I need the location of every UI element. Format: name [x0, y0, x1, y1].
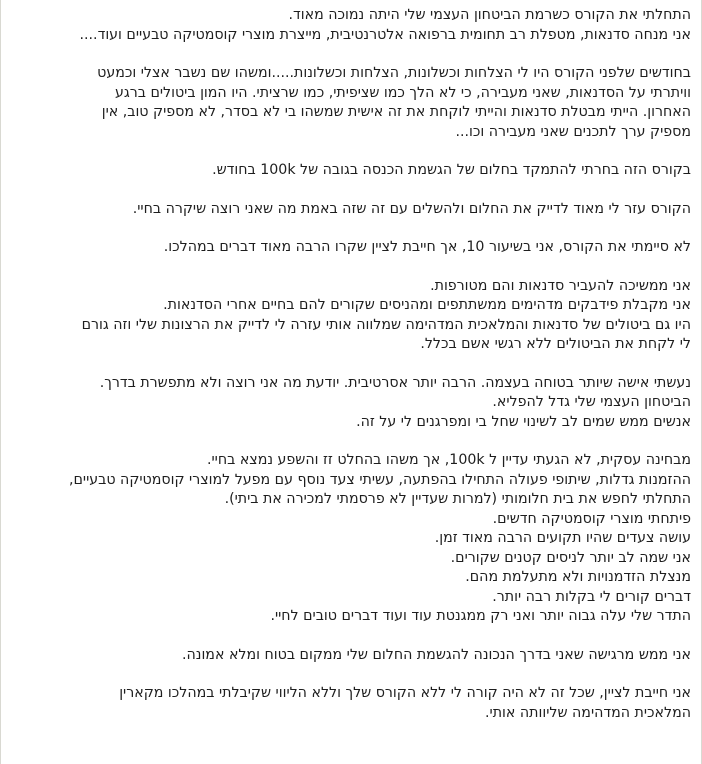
- paragraph-workshops: [9, 277, 691, 355]
- text-line: וויתרתי על הסדנאות, שאני מעבירה, כי לא הלך כמו שציפיתי, כמו שרציתי. היו המון ביטולים ברגע: [115, 84, 691, 101]
- text-line: המלאכית המדהימה שליוותה אותי.: [485, 704, 691, 721]
- paragraph-before-course: [9, 64, 691, 142]
- text-line: מבחינה עסקית, לא הגעתי עדיין ל 100k, אך משהו בהחלט זז והשפע נמצא בחיי.: [206, 452, 691, 468]
- paragraph-intro: [9, 6, 691, 45]
- text-line: פיתחתי מוצרי קוסמטיקה חדשים.: [492, 510, 691, 527]
- text-line: אני ממשיכה להעביר סדנאות והם מטורפות.: [430, 277, 691, 294]
- text-line: בקורס הזה בחרתי להתמקד בחלום של הגשמת הכנסה בגובה של 100k בחודש.: [212, 162, 691, 178]
- text-line: התחלתי את הקורס כשרמת הביטחון העצמי שלי היתה נמוכה מאוד.: [288, 7, 691, 23]
- text-line: האחרון. הייתי מבטלת סדנאות והייתי לוקחת את זה אישית שמשהו בי לא בסדר, לא מספיק טוב, אין: [101, 104, 691, 120]
- text-line: הקורס עזר לי מאוד לדייק את החלום ולהשלים עם זה שזה באמת מה שאני רוצה שיקרה בחיי.: [132, 200, 691, 217]
- text-line: אנשים ממש שמים לב לשינוי שחל בי ומפרגנים לי על זה.: [356, 413, 691, 430]
- paragraph-lesson-progress: [9, 238, 691, 258]
- text-line: עושה צעדים שהיו תקועים הרבה מאוד זמן.: [434, 530, 691, 546]
- text-line: ההזמנות גדלות, שיתופי פעולה התחילו בהפתעה, עשיתי צעד נוסף עם מפעל למוצרי קוסמטיקה טבעיים,: [68, 471, 691, 488]
- paragraph-course-helped: [9, 200, 691, 220]
- text-line: אני מנחה סדנאות, מטפלת רב תחומית ברפואה אלטרנטיבית, מייצרת מוצרי קוסמטיקה טבעיים ועוד....: [79, 26, 691, 43]
- paragraph-gratitude: [9, 684, 691, 723]
- text-line: היו גם ביטולים של סדנאות והמלאכית המדהימה שמלווה אותי עזרה לי לדייק את הרצונות שלי וזה גורם: [81, 316, 691, 333]
- paragraph-right-path: [9, 646, 691, 666]
- text-line: התחלתי לחפש את בית חלומותי (למרות שעדיין לא פרסמתי למכירה את ביתי).: [224, 491, 691, 507]
- text-line: לא סיימתי את הקורס, אני בשיעור 10, אך חייבת לציין שקרו הרבה מאוד דברים במהלכו.: [163, 239, 691, 255]
- text-line: לי לקחת את הביטולים ללא רגשי אשם בכלל.: [420, 336, 691, 352]
- text-line: נעשתי אישה שיותר בטוחה בעצמה. הרבה יותר אסרטיבית. יודעת מה אני רוצה ולא מתפשרת בדרך.: [99, 374, 691, 391]
- text-line: הביטחון העצמי שלי גדל להפליא.: [492, 394, 691, 410]
- text-line: אני שמה לב יותר לניסים קטנים שקורים.: [450, 549, 691, 566]
- text-line: התדר שלי עלה גבוה יותר ואני רק ממגנטת עוד ועוד דברים טובים לחיי.: [270, 608, 691, 624]
- text-line: אני מקבלת פידבקים מדהימים ממשתתפים ומהניסים שקורים להם בחיים אחרי הסדנאות.: [163, 297, 691, 313]
- text-line: מנצלת הזדמנויות ולא מתעלמת מהם.: [465, 569, 691, 585]
- text-line: בחודשים שלפני הקורס היו לי הצלחות וכשלונות, הצלחות וכשלונות.....ומשהו שם נשבר אצלי וכמעט: [97, 65, 691, 81]
- text-line: אני ממש מרגישה שאני בדרך הנכונה להגשמת החלום שלי ממקום בטוח ומלא אמונה.: [181, 646, 691, 663]
- text-line: מספיק ערך לתכנים שאני מעבירה וכו...: [455, 123, 691, 140]
- paragraph-dream-focus: [9, 161, 691, 181]
- testimonial-post-body: [1, 0, 701, 723]
- paragraph-business: [9, 451, 691, 627]
- text-line: אני חייבת לציין, שכל זה לא היה קורה לי ללא הקורס שלך וללא הליווי שקיבלתי במהלכו מקארין: [119, 685, 691, 701]
- paragraph-confidence: [9, 374, 691, 433]
- text-line: דברים קורים לי בקלות רבה יותר.: [492, 588, 691, 605]
